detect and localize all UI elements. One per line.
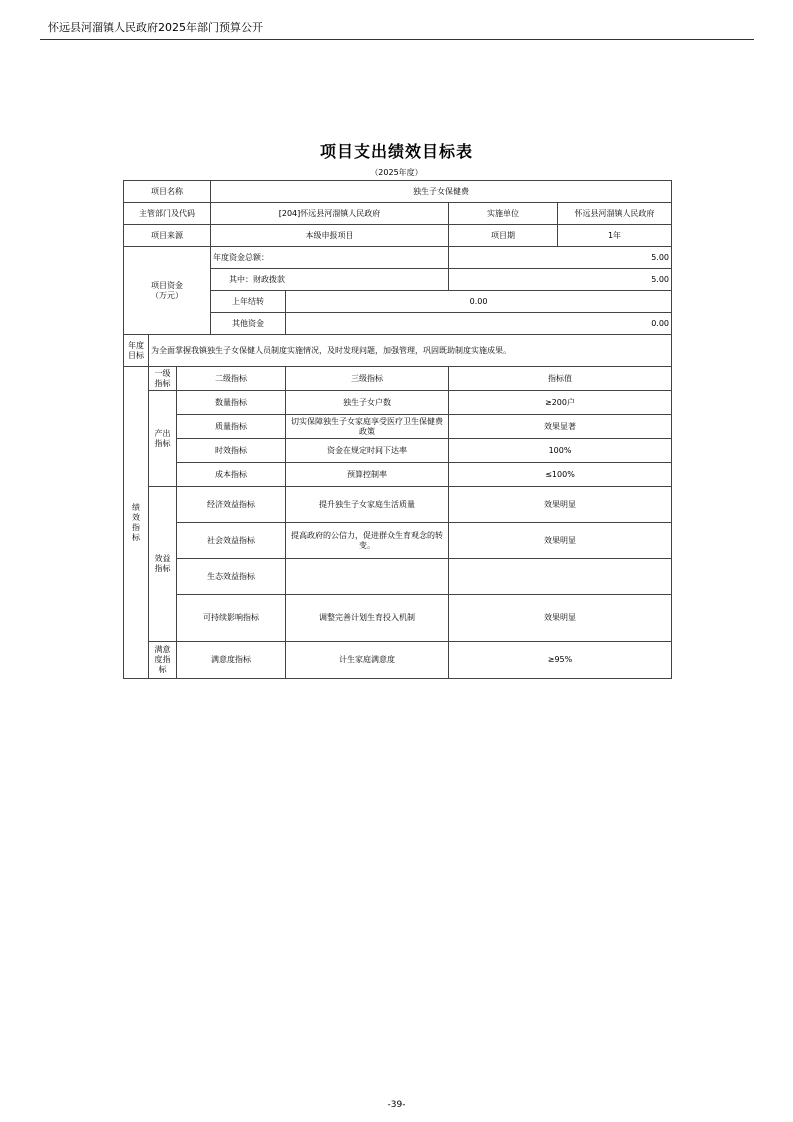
satisfaction-label-line2: 度指 [154,655,171,664]
output-label-line1: 产出 [154,428,171,438]
indicator-row-satisfaction [124,642,672,679]
goal-row [124,335,672,367]
ecological-value [449,559,672,595]
funds-label-line1: 项目资金 [151,280,183,290]
indicator-row-social [124,523,672,559]
funds-total-value: 5.00 [449,247,672,269]
sustainable-l3: 调整完善计划生育投入机制 [286,595,449,642]
indicator-row-quality [124,415,672,439]
ecological-l3 [286,559,449,595]
funds-carry-value: 0.00 [286,291,672,313]
indicator-row-ecological [124,559,672,595]
timeliness-l2: 时效指标 [177,439,286,463]
perf-label-char: 标 [132,532,140,542]
source-label: 项目来源 [124,225,211,247]
head-value: 指标值 [449,367,672,391]
funds-total-row [124,247,672,269]
page-number: -39- [387,1100,406,1110]
head-level2: 二级指标 [177,367,286,391]
funds-total-label: 年度资金总额： [211,247,449,269]
satisfaction-indicator-label [149,642,177,679]
satisfaction-l2: 满意度指标 [177,642,286,679]
dept-label: 主管部门及代码 [124,203,211,225]
head-level1-line2: 指标 [154,378,171,388]
goal-label-line1: 年度 [128,340,144,350]
period-value: 1年 [558,225,672,247]
quantity-l3: 独生子女户数 [286,391,449,415]
quantity-value: ≥200户 [449,391,672,415]
quantity-l2: 数量指标 [177,391,286,415]
indicator-row-cost [124,463,672,487]
benefit-label-line1: 效益 [154,554,171,563]
output-indicator-label [149,391,177,487]
indicator-row-timeliness [124,439,672,463]
impl-value: 怀远县河溜镇人民政府 [558,203,672,225]
funds-other-value: 0.00 [286,313,672,335]
satisfaction-l3: 计生家庭满意度 [286,642,449,679]
table-year: （2025年度） [370,168,423,177]
goal-text: 为全面掌握我镇独生子女保健人员制度实施情况，及时发现问题，加强管理，巩固既助制度实施成果。 [149,335,672,367]
indicator-header-row [124,367,672,391]
funds-fiscal-value: 5.00 [449,269,672,291]
head-level1-line1: 一级 [154,368,171,378]
indicator-row-sustainable [124,595,672,642]
perf-label-char: 绩 [132,502,140,512]
source-row [124,225,672,247]
quality-l3: 切实保障独生子女家庭享受医疗卫生保健费政策 [286,415,449,439]
cost-l3: 预算控制率 [286,463,449,487]
benefit-indicator-label [149,487,177,642]
satisfaction-value: ≥95% [449,642,672,679]
output-label-line2: 指标 [154,438,171,448]
source-value: 本级申报项目 [211,225,449,247]
social-l3: 提高政府的公信力，促进群众生育观念的转变。 [286,523,449,559]
header-rule [40,39,754,40]
page-header: 怀远县河溜镇人民政府2025年部门预算公开 [48,21,263,34]
satisfaction-label-line3: 标 [158,665,167,674]
project-name-label: 项目名称 [124,181,211,203]
funds-label-line2: （万元） [151,290,183,300]
project-name-value: 独生子女保健费 [211,181,672,203]
period-label: 项目期 [449,225,558,247]
funds-label [124,247,211,335]
funds-carry-label: 上年结转 [211,291,286,313]
performance-table [123,180,672,679]
social-value: 效果明显 [449,523,672,559]
sustainable-l2: 可持续影响指标 [177,595,286,642]
cost-value: ≤100% [449,463,672,487]
table-title: 项目支出绩效目标表 [319,142,473,161]
project-name-row [124,181,672,203]
timeliness-l3: 资金在规定时间下达率 [286,439,449,463]
benefit-label-line2: 指标 [154,564,171,573]
perf-indicator-label [124,367,149,679]
quality-value: 效果显著 [449,415,672,439]
head-level3: 三级指标 [286,367,449,391]
economic-l3: 提升独生子女家庭生活质量 [286,487,449,523]
dept-row [124,203,672,225]
goal-label-line2: 目标 [128,350,144,360]
dept-value: [204]怀远县河溜镇人民政府 [211,203,449,225]
timeliness-value: 100% [449,439,672,463]
perf-label-char: 效 [132,512,140,522]
cost-l2: 成本指标 [177,463,286,487]
impl-label: 实施单位 [449,203,558,225]
satisfaction-label-line1: 满意 [154,645,171,654]
funds-fiscal-label: 其中：财政拨款 [211,269,449,291]
indicator-row-quantity [124,391,672,415]
funds-other-label: 其他资金 [211,313,286,335]
perf-label-char: 指 [132,522,140,532]
goal-label [124,335,149,367]
social-l2: 社会效益指标 [177,523,286,559]
indicator-row-economic [124,487,672,523]
economic-value: 效果明显 [449,487,672,523]
ecological-l2: 生态效益指标 [177,559,286,595]
sustainable-value: 效果明显 [449,595,672,642]
head-level1 [149,367,177,391]
quality-l2: 质量指标 [177,415,286,439]
economic-l2: 经济效益指标 [177,487,286,523]
